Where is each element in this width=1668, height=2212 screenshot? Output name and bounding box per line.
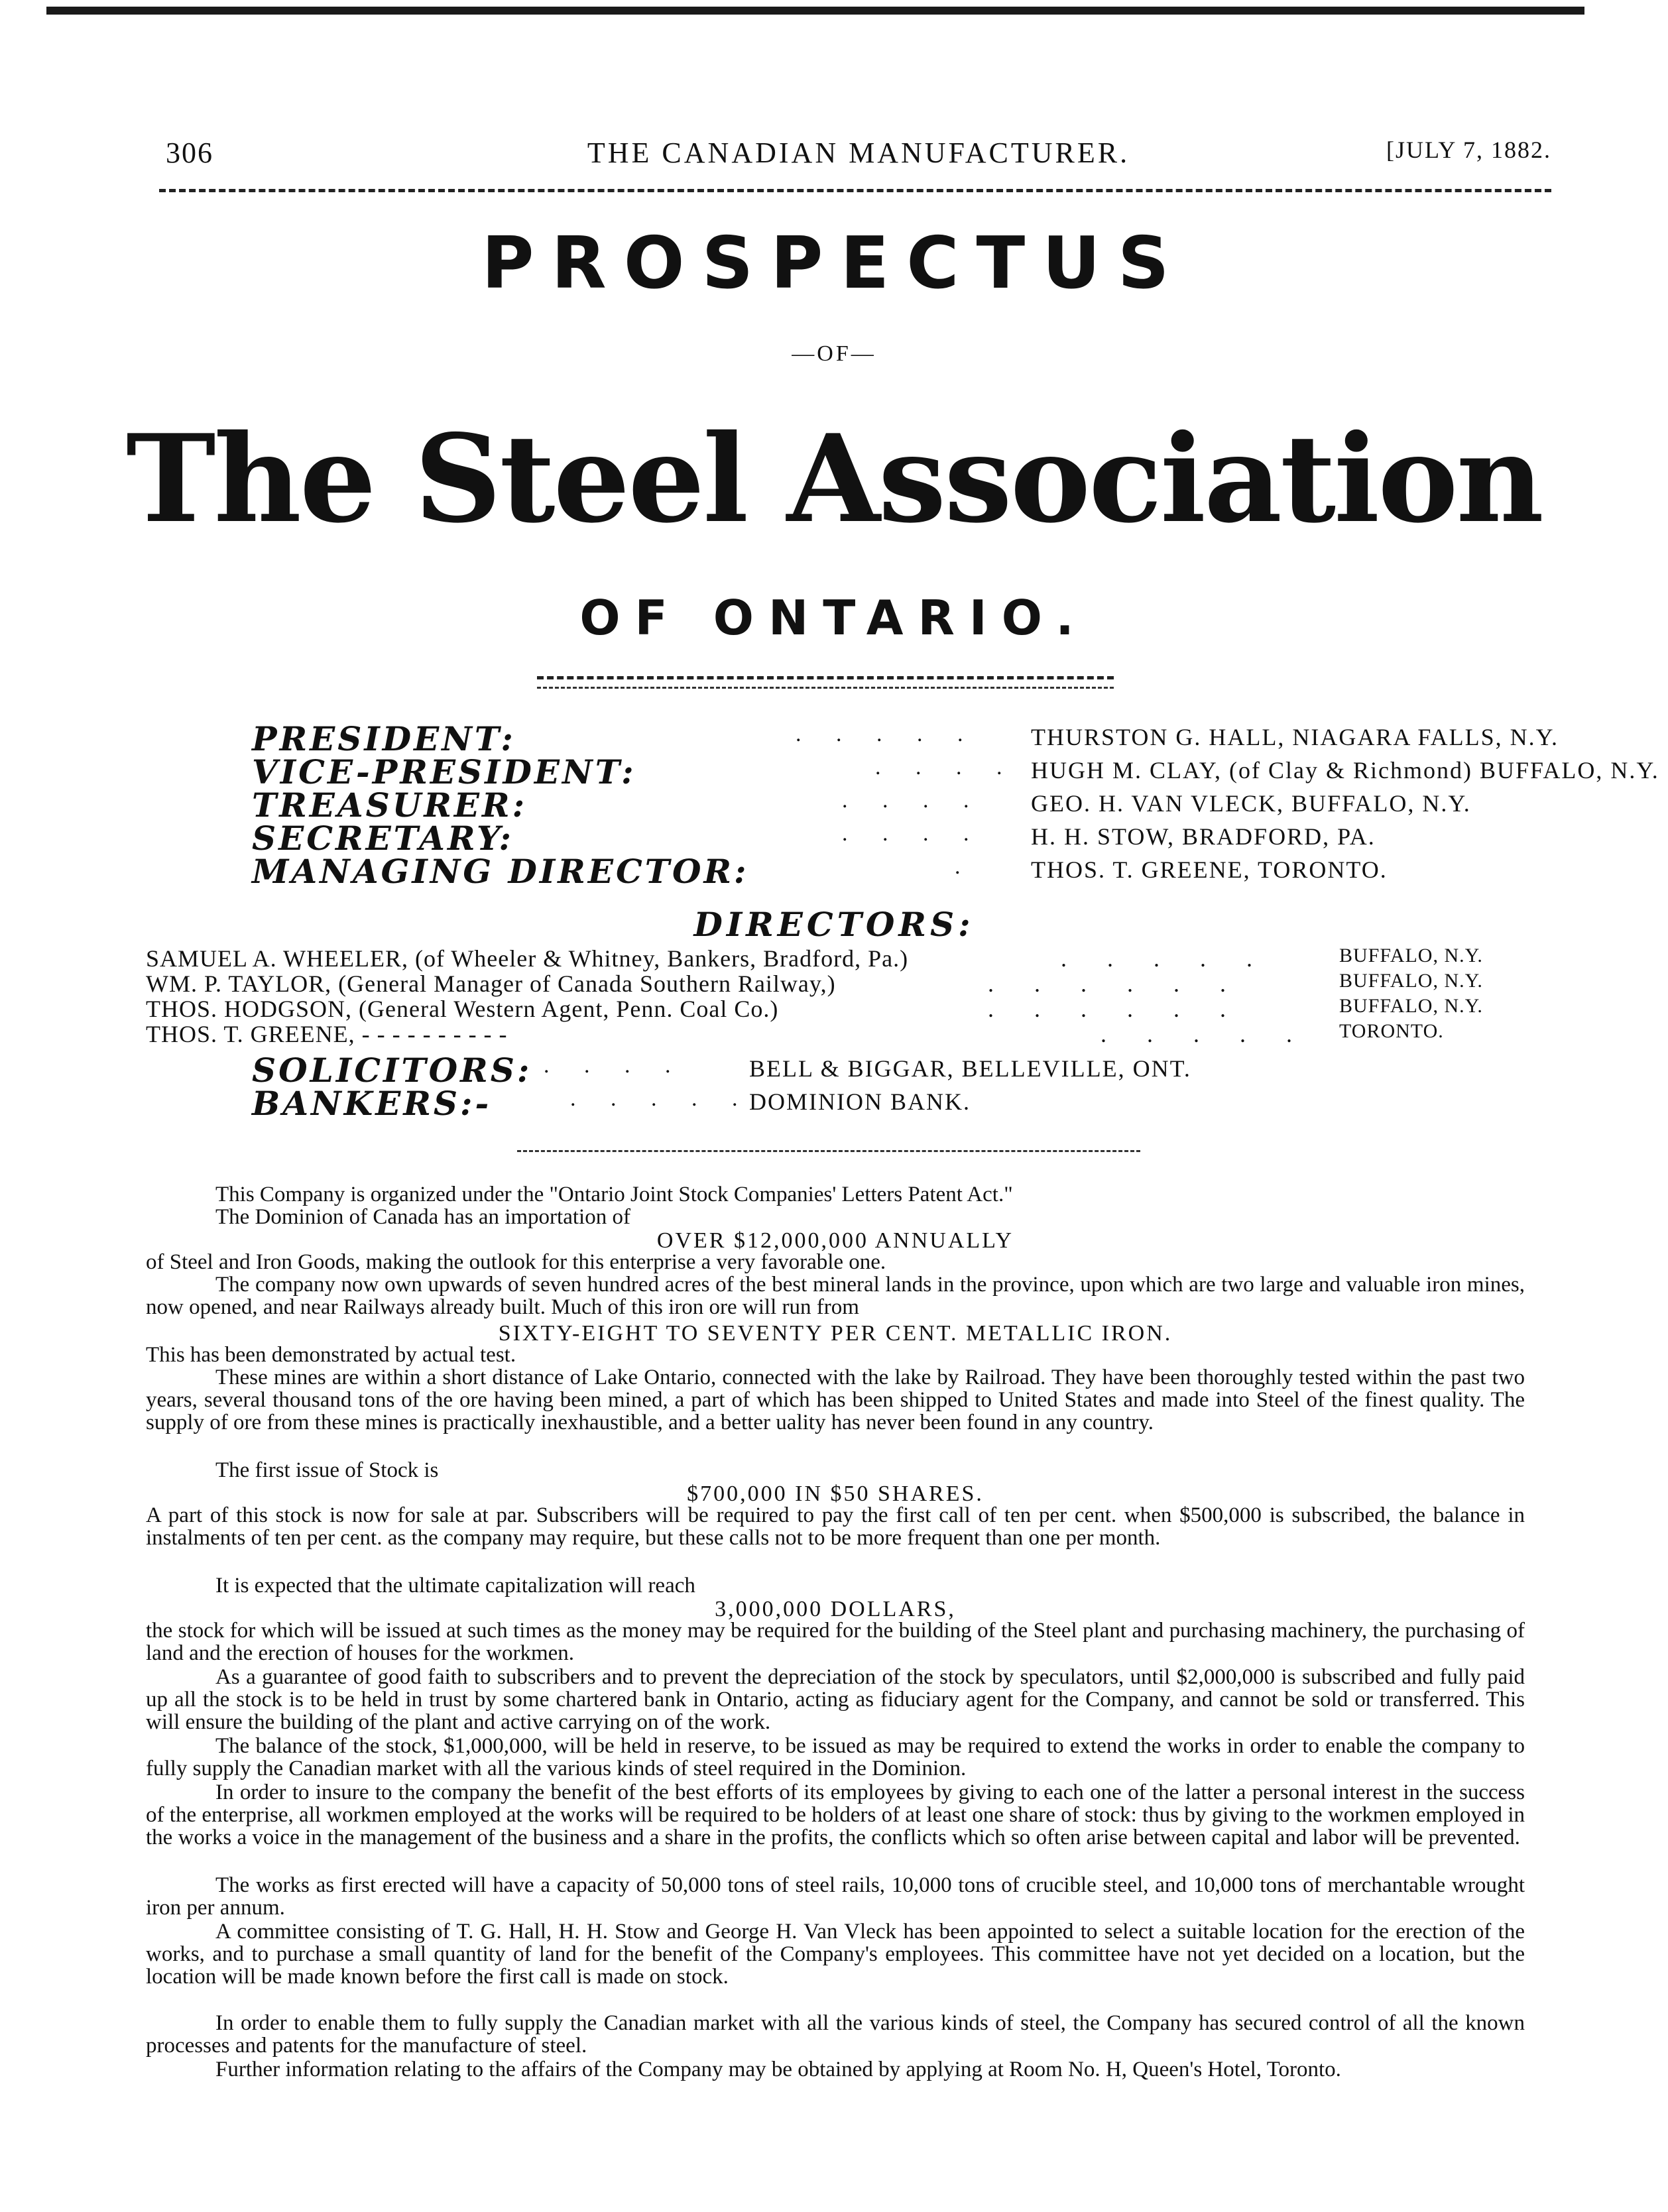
- prospectus-heading: PROSPECTUS: [481, 222, 1187, 305]
- title-rule-2: [537, 687, 1114, 689]
- officer-role: SECRETARY:: [252, 819, 514, 858]
- scan-border: [46, 7, 1584, 15]
- leader-dots: . . . . .: [796, 722, 978, 746]
- paragraph: In order to enable them to fully supply the Canadian market with all the various kinds of steel, the Company has secured control of all the known processes and patents for the manufacture of steel.: [146, 2011, 1525, 2058]
- centered-line: $700,000 IN $50 SHARES.: [687, 1482, 984, 1506]
- page-title: The Steel Association: [126, 408, 1542, 550]
- paragraph: A part of this stock is now for sale at par. Subscribers will be required to pay the first call of ten per cent. when $500,000 is subscribed, the balance in instalments of ten per cent. as the company may require, but these calls not to be more frequent than one per month.: [146, 1503, 1525, 1550]
- paragraph: The works as first erected will have a capacity of 50,000 tons of steel rails, 10,000 tons of crucible steel, and 10,000 tons of merchantable wrought iron per annum.: [146, 1873, 1525, 1920]
- director-location: BUFFALO, N.Y.: [1339, 995, 1483, 1017]
- journal-title: THE CANADIAN MANUFACTURER.: [587, 137, 1130, 169]
- director-name: THOS. HODGSON, (General Western Agent, Penn. Coal Co.): [146, 996, 779, 1022]
- of-label: —OF—: [792, 341, 876, 366]
- officer-name: HUGH M. CLAY, (of Clay & Richmond) BUFFALO, N.Y.: [1031, 757, 1659, 784]
- paragraph: A committee consisting of T. G. Hall, H. H. Stow and George H. Van Vleck has been appointed to select a suitable location for the erection of the works, and to purchase a small quantity of land for the benefit of the Company's employees. This committee have not yet decided on a location, but the location will be made known before the first call is made on stock.: [146, 1920, 1525, 1989]
- officer-name: GEO. H. VAN VLECK, BUFFALO, N.Y.: [1031, 790, 1471, 817]
- officer-row: [252, 752, 1659, 791]
- centered-line: OVER $12,000,000 ANNUALLY: [656, 1228, 1014, 1253]
- officer-role: SOLICITORS:: [252, 1051, 532, 1090]
- paragraph: As a guarantee of good faith to subscribers and to prevent the depreciation of the stock by speculators, until $2,000,000 is subscribed and fully paid up all the stock is to be held in trust by some chartered bank in Ontario, acting as fiduciary agent for the Company, and cannot be sold or transferred. This will ensure the building of the plant and active carrying on of the work.: [146, 1665, 1525, 1734]
- paragraph: This Company is organized under the "Ontario Joint Stock Companies' Letters Patent Act.": [215, 1183, 1013, 1206]
- running-header: [166, 136, 1551, 176]
- leader-dots: . . . .: [875, 755, 1017, 780]
- director-location: BUFFALO, N.Y.: [1339, 970, 1483, 992]
- leader-dots: . . . . . .: [988, 996, 1243, 1022]
- director-row: [146, 1020, 1531, 1047]
- paragraph: The first issue of Stock is: [215, 1458, 439, 1482]
- leader-dots: . . . .: [842, 788, 984, 813]
- officer-role: VICE-PRESIDENT:: [252, 752, 636, 791]
- paragraph: Further information relating to the affairs of the Company may be obtained by applying at Room No. H, Queen's Hotel, Toronto.: [215, 2058, 1341, 2081]
- paragraph: The balance of the stock, $1,000,000, will be held in reserve, to be issued as may be required to extend the works in order to enable the company to fully supply the Canadian market with all the various kinds of steel required in the Dominion.: [146, 1734, 1525, 1780]
- directors-heading: DIRECTORS:: [693, 905, 975, 944]
- leader-dots: .: [955, 854, 975, 879]
- director-row: [146, 970, 1531, 996]
- director-name: WM. P. TAYLOR, (General Manager of Canada Southern Railway,): [146, 970, 836, 997]
- officer-row: [252, 719, 1559, 758]
- officer-role: BANKERS:-: [252, 1084, 492, 1123]
- director-name: SAMUEL A. WHEELER, (of Wheeler & Whitney, Bankers, Bradford, Pa.): [146, 945, 909, 972]
- leader-dots: . . . . .: [570, 1086, 752, 1111]
- officer-role: TREASURER:: [252, 786, 528, 825]
- officer-name: DOMINION BANK.: [749, 1088, 971, 1115]
- paragraph: This has been demonstrated by actual test.: [146, 1343, 516, 1367]
- officer-name: H. H. STOW, BRADFORD, PA.: [1031, 823, 1376, 850]
- leader-dots: . . . . . .: [988, 970, 1243, 997]
- paragraph: The company now own upwards of seven hundred acres of the best mineral lands in the province, upon which are two large and valuable iron mines, now opened, and near Railways already built. Much of this iron ore will run from: [146, 1273, 1525, 1319]
- issue-date: [JULY 7, 1882.: [1386, 137, 1551, 163]
- solicitors-row: [252, 1051, 1512, 1090]
- title-rule: [537, 676, 1114, 679]
- paragraph: of Steel and Iron Goods, making the outlook for this enterprise a very favorable one.: [146, 1250, 886, 1274]
- section-rule: [517, 1150, 1140, 1152]
- paragraph: In order to insure to the company the benefit of the best efforts of its employees by giving to each one of the latter a personal interest in the success of the enterprise, all workmen employed at the works will be required to be holders of at least one share of stock: thus by giving to the workmen employed in the works a voice in the management of the business and a share in the profits, the conflicts which so often arise between capital and labor will be prevented.: [146, 1780, 1525, 1849]
- director-location: TORONTO.: [1339, 1020, 1444, 1042]
- leader-dots: . . . . .: [1061, 945, 1270, 972]
- header-rule: [159, 189, 1551, 192]
- officer-role: MANAGING DIRECTOR:: [252, 852, 749, 891]
- centered-line: SIXTY-EIGHT TO SEVENTY PER CENT. METALLIC IRON.: [498, 1321, 1173, 1346]
- page-subtitle: OF ONTARIO.: [579, 590, 1089, 646]
- leader-dots: . . . . .: [1101, 1021, 1309, 1047]
- page-number: 306: [166, 137, 213, 169]
- officer-role: PRESIDENT:: [252, 719, 516, 758]
- leader-dots: . . . .: [544, 1053, 685, 1078]
- paragraph: The Dominion of Canada has an importation of: [215, 1205, 630, 1229]
- centered-line: 3,000,000 DOLLARS,: [715, 1597, 956, 1621]
- officer-name: THURSTON G. HALL, NIAGARA FALLS, N.Y.: [1031, 724, 1559, 750]
- officer-row: [252, 786, 1512, 825]
- officer-name: BELL & BIGGAR, BELLEVILLE, ONT.: [749, 1055, 1191, 1082]
- director-name: THOS. T. GREENE, - - - - - - - - - -: [146, 1021, 508, 1047]
- bankers-row: [252, 1084, 1512, 1123]
- director-location: BUFFALO, N.Y.: [1339, 945, 1483, 966]
- director-row: [146, 945, 1531, 971]
- director-row: [146, 995, 1531, 1021]
- paragraph: These mines are within a short distance of Lake Ontario, connected with the lake by Railroad. They have been thoroughly tested within the past two years, several thousand tons of the ore having been mined, a part of which has been shipped to United States and made into Steel of the finest quality. The supply of ore from these mines is practically inexhaustible, and a better uality has never been found in any country.: [146, 1366, 1525, 1434]
- paragraph: the stock for which will be issued at such times as the money may be required for the building of the Steel plant and purchasing machinery, the purchasing of land and the erection of houses for the workmen.: [146, 1619, 1525, 1665]
- officer-row: [252, 852, 1512, 891]
- leader-dots: . . . .: [842, 821, 984, 846]
- officer-row: [252, 819, 1512, 858]
- paragraph: It is expected that the ultimate capitalization will reach: [215, 1574, 695, 1598]
- officer-name: THOS. T. GREENE, TORONTO.: [1031, 856, 1388, 883]
